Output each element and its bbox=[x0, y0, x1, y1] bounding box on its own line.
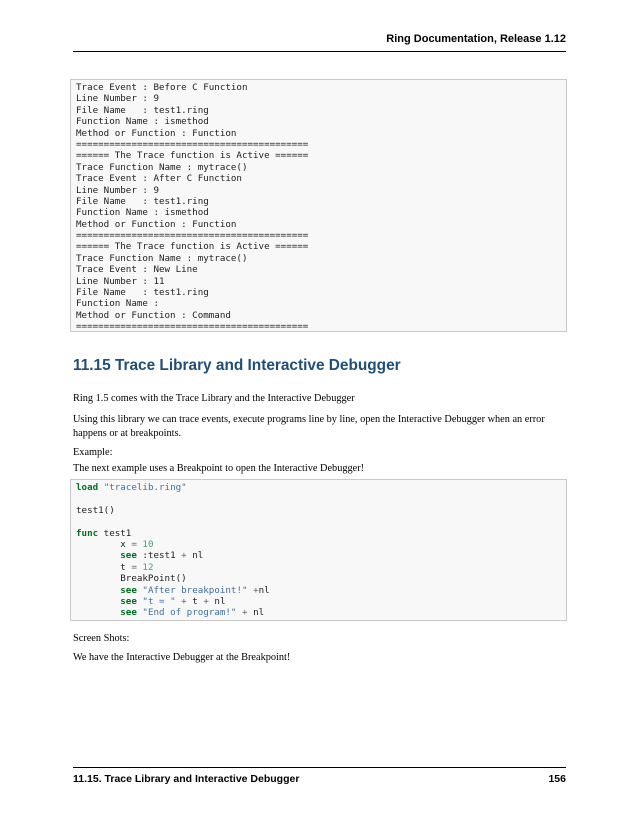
operator-token: + bbox=[181, 550, 187, 562]
keyword-token: func bbox=[76, 527, 99, 539]
code-line bbox=[76, 585, 561, 596]
keyword-token: see bbox=[120, 607, 137, 619]
screenshots-label: Screen Shots: bbox=[73, 633, 130, 644]
code-line bbox=[76, 596, 561, 607]
example-code-block bbox=[70, 479, 567, 621]
string-token: "After breakpoint!" bbox=[142, 584, 248, 596]
code-line bbox=[76, 550, 561, 561]
string-token: "tracelib.ring" bbox=[103, 482, 187, 493]
operator-token: + bbox=[253, 584, 259, 596]
output-line: Trace Event : After C Function bbox=[76, 173, 242, 185]
code-line bbox=[76, 573, 561, 584]
header-rule bbox=[73, 51, 566, 52]
description-paragraph: Using this library we can trace events, execute programs line by line, open the Interactive Debugger when an error happens or at breakpoints. bbox=[73, 414, 545, 439]
code-text: nl bbox=[208, 595, 226, 607]
operator-token: + bbox=[181, 595, 187, 607]
output-line: Function Name : bbox=[76, 298, 159, 310]
operator-token: + bbox=[203, 595, 209, 607]
output-line: ========================================== bbox=[76, 321, 309, 332]
output-line: ====== The Trace function is Active ====== bbox=[76, 150, 309, 162]
code-text bbox=[76, 585, 120, 596]
output-line: File Name : test1.ring bbox=[76, 104, 209, 116]
code-text: test1 bbox=[98, 527, 132, 539]
code-text: x bbox=[76, 538, 132, 550]
output-line: Method or Function : Function bbox=[76, 218, 237, 230]
code-text: t bbox=[76, 561, 132, 573]
output-line: Trace Function Name : mytrace() bbox=[76, 252, 248, 264]
output-line: File Name : test1.ring bbox=[76, 195, 209, 207]
number-token: 10 bbox=[142, 538, 154, 550]
number-token: 12 bbox=[142, 561, 154, 573]
operator-token: = bbox=[131, 561, 137, 573]
operator-token: = bbox=[131, 538, 137, 550]
string-token: "t = " bbox=[142, 595, 176, 607]
output-line: Line Number : 9 bbox=[76, 93, 159, 105]
output-line: Trace Function Name : mytrace() bbox=[76, 161, 248, 173]
intro-paragraph: Ring 1.5 comes with the Trace Library and the Interactive Debugger bbox=[73, 393, 355, 404]
code-line bbox=[76, 539, 561, 550]
keyword-token: see bbox=[120, 595, 137, 607]
keyword-token: see bbox=[120, 550, 137, 562]
output-line: ========================================== bbox=[76, 138, 309, 150]
code-text bbox=[76, 596, 120, 607]
output-line: Trace Event : Before C Function bbox=[76, 82, 248, 93]
code-line bbox=[76, 482, 561, 493]
page-number: 156 bbox=[548, 773, 566, 785]
code-text bbox=[76, 550, 120, 561]
output-line: Method or Function : Command bbox=[76, 309, 231, 321]
code-text bbox=[76, 607, 120, 618]
output-line: Method or Function : Function bbox=[76, 127, 237, 139]
string-token: "End of program!" bbox=[142, 607, 237, 619]
code-text: nl bbox=[247, 607, 265, 619]
keyword-token: see bbox=[120, 584, 137, 596]
screenshots-description: We have the Interactive Debugger at the Breakpoint! bbox=[73, 652, 291, 663]
example-description: The next example uses a Breakpoint to open the Interactive Debugger! bbox=[73, 463, 365, 474]
output-line: File Name : test1.ring bbox=[76, 287, 209, 299]
running-header: Ring Documentation, Release 1.12 bbox=[386, 33, 566, 45]
code-text: nl bbox=[258, 584, 270, 596]
example-label: Example: bbox=[73, 447, 113, 458]
code-text: nl bbox=[186, 550, 204, 562]
operator-token: + bbox=[242, 607, 248, 619]
code-line bbox=[76, 516, 561, 527]
code-text: t bbox=[186, 595, 204, 607]
output-line: Function Name : ismethod bbox=[76, 207, 209, 219]
keyword-token: load bbox=[76, 482, 99, 493]
code-line bbox=[76, 505, 561, 516]
output-line: ========================================== bbox=[76, 230, 309, 242]
code-line bbox=[76, 528, 561, 539]
output-line: ====== The Trace function is Active ====== bbox=[76, 241, 309, 253]
code-text: BreakPoint() bbox=[76, 573, 187, 585]
code-text: :test1 bbox=[136, 550, 182, 562]
footer-rule bbox=[73, 767, 566, 768]
output-line: Line Number : 11 bbox=[76, 275, 165, 287]
output-line: Trace Event : New Line bbox=[76, 264, 198, 276]
code-line bbox=[76, 607, 561, 618]
code-line bbox=[76, 493, 561, 504]
output-line: Function Name : ismethod bbox=[76, 116, 209, 128]
section-title: 11.15 Trace Library and Interactive Debugger bbox=[73, 357, 401, 374]
code-line bbox=[76, 562, 561, 573]
trace-output-block bbox=[70, 79, 567, 332]
code-text: test1() bbox=[76, 504, 115, 516]
footer-section-title: 11.15. Trace Library and Interactive Debugger bbox=[73, 773, 300, 785]
output-line: Line Number : 9 bbox=[76, 184, 159, 196]
